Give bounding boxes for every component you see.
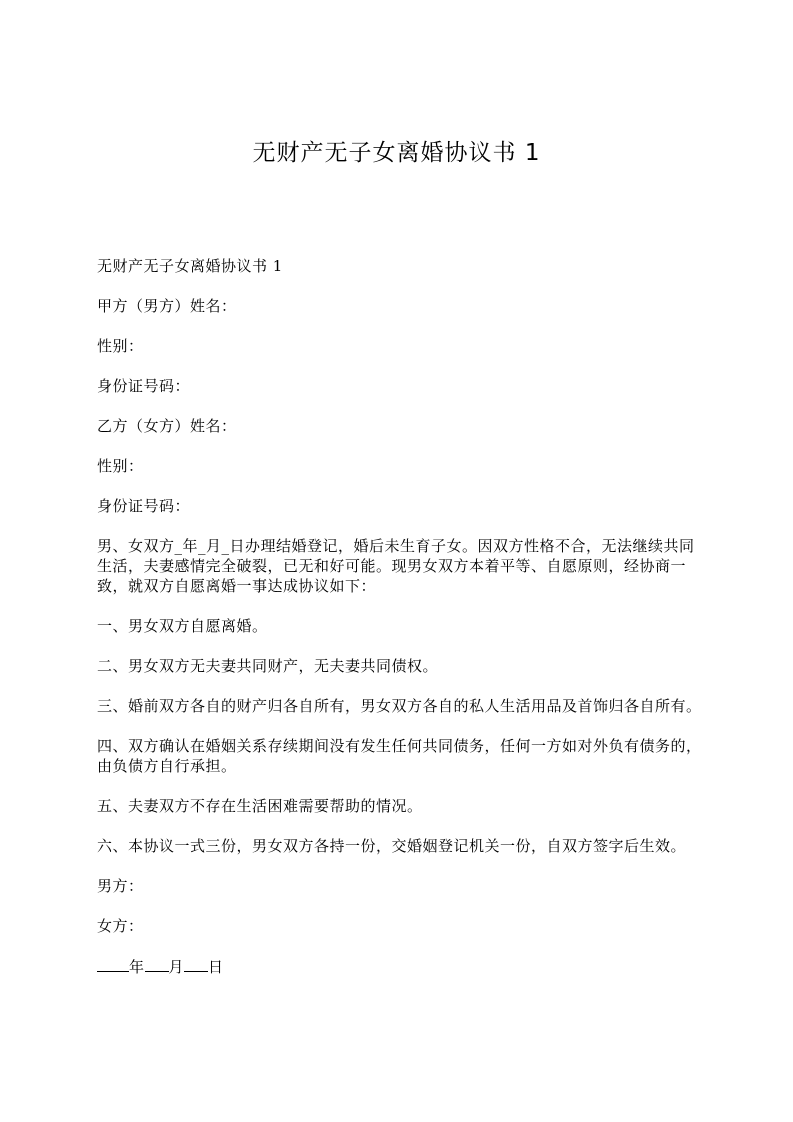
party-a-id-line: 身份证号码： (97, 377, 191, 395)
party-a-gender-line: 性别： (97, 337, 144, 355)
clause-1: 一、男女双方自愿离婚。 (97, 617, 268, 635)
clause-5: 五、夫妻双方不存在生活困难需要帮助的情况。 (97, 797, 423, 815)
day-blank (184, 956, 208, 972)
clause-4: 四、双方确认在婚姻关系存续期间没有发生任何共同债务，任何一方如对外负有债务的，由负债方自行承担。 (97, 737, 702, 775)
clause-6: 六、本协议一式三份，男女双方各持一份，交婚姻登记机关一份，自双方签字后生效。 (97, 837, 687, 855)
year-blank (97, 956, 129, 972)
document-body (97, 256, 702, 997)
clause-3: 三、婚前双方各自的财产归各自所有，男女双方各自的私人生活用品及首饰归各自所有。 (97, 697, 702, 715)
clause-2: 二、男女双方无夫妻共同财产，无夫妻共同债权。 (97, 657, 439, 675)
year-label: 年 (129, 958, 145, 976)
date-line (97, 956, 702, 977)
month-blank (145, 956, 169, 972)
subtitle-paragraph: 无财产无子女离婚协议书 1 (97, 257, 283, 275)
document-title: 无财产无子女离婚协议书 1 (252, 140, 541, 166)
month-label: 月 (168, 958, 185, 976)
female-signature-line: 女方： (97, 917, 144, 935)
preamble-paragraph: 男、女双方_年_月_日办理结婚登记，婚后未生育子女。因双方性格不合，无法继续共同生活，夫妻感情完全破裂，已无和好可能。现男女双方本着平等、自愿原则，经协商一致，就双方自愿离婚一事达成协议如下： (97, 537, 695, 595)
party-b-id-line: 身份证号码： (97, 497, 191, 515)
day-label: 日 (208, 958, 224, 976)
party-b-gender-line: 性别： (97, 457, 144, 475)
male-signature-line: 男方： (97, 877, 144, 895)
party-b-name-line: 乙方（女方）姓名： (97, 417, 237, 435)
party-a-name-line: 甲方（男方）姓名： (97, 297, 237, 315)
